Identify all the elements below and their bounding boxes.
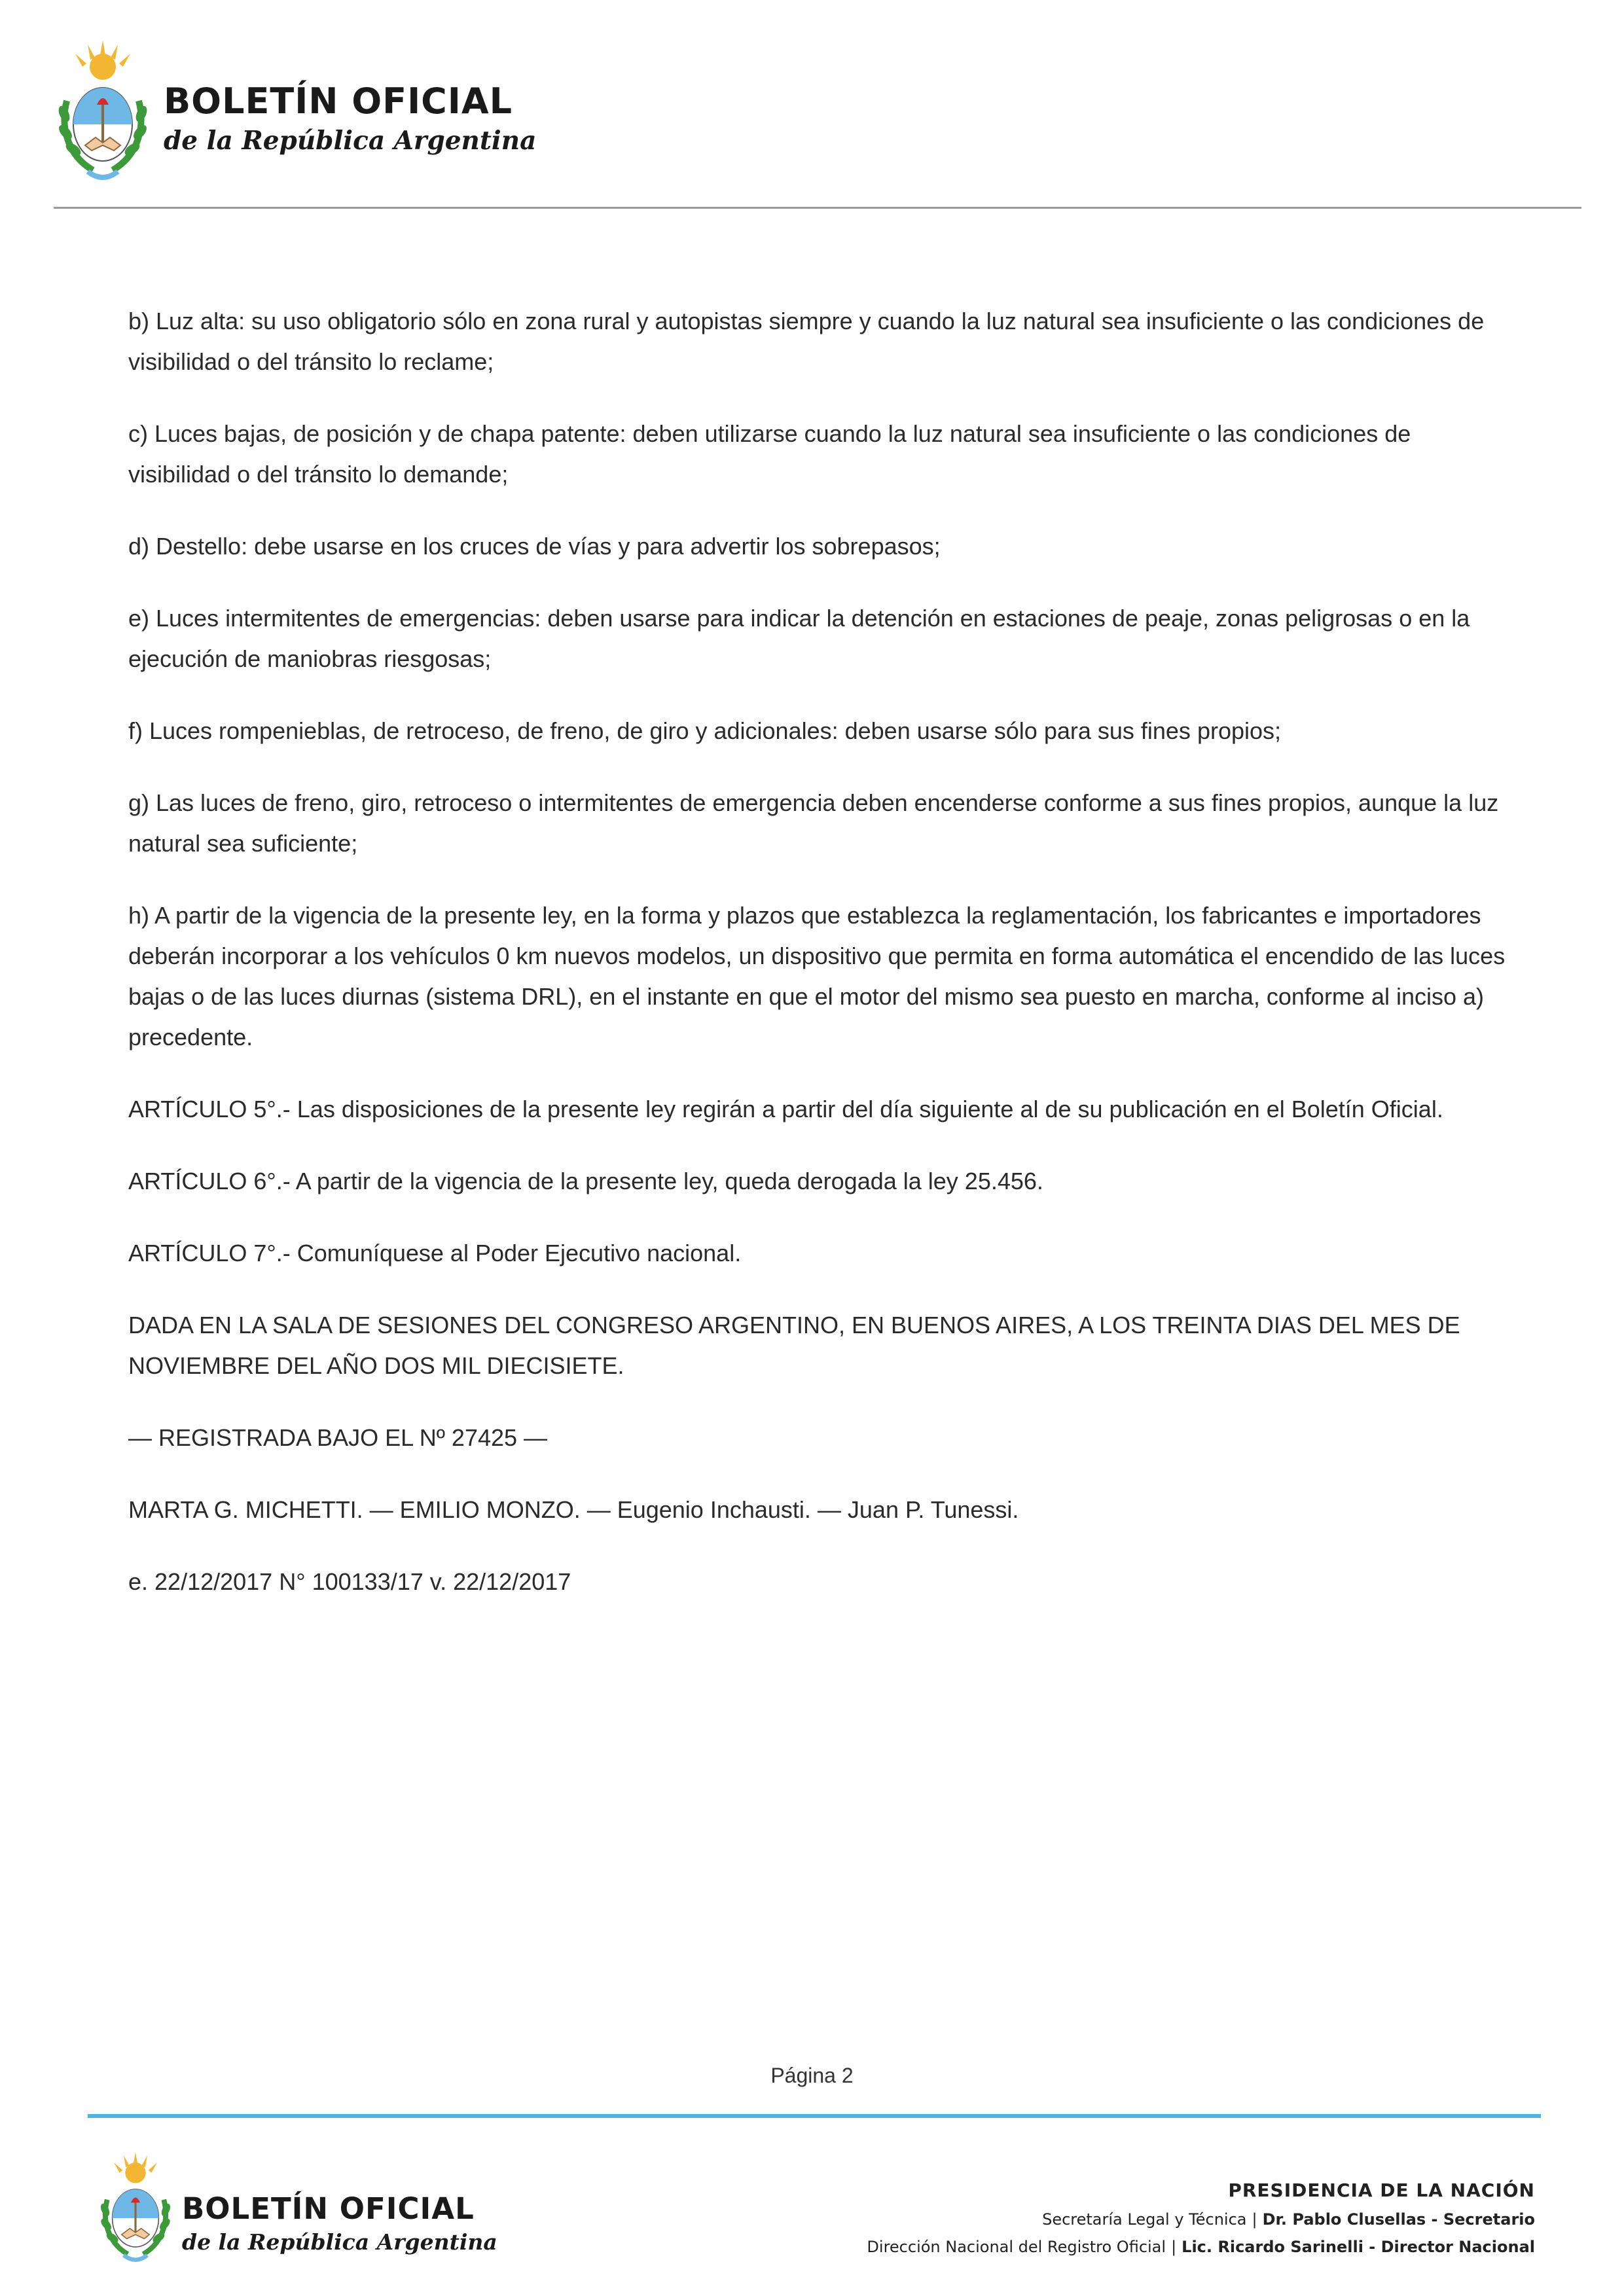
brand-block bbox=[164, 81, 537, 156]
secretariat-line bbox=[867, 2210, 1535, 2229]
footer-divider bbox=[88, 2114, 1541, 2118]
paragraph-d: d) Destello: debe usarse en los cruces de vías y para advertir los sobrepasos; bbox=[128, 533, 941, 560]
article-7: ARTÍCULO 7°.- Comuníquese al Poder Ejecutivo nacional. bbox=[128, 1240, 742, 1266]
header-divider bbox=[54, 207, 1581, 209]
paragraph-c: c) Luces bajas, de posición y de chapa patente: deben utilizarse cuando la luz natural sea insuficiente o las condiciones de visibilidad o del tránsito lo demande; bbox=[128, 420, 1411, 488]
enactment-clause: DADA EN LA SALA DE SESIONES DEL CONGRESO ARGENTINO, EN BUENOS AIRES, A LOS TREINTA DIAS DEL MES DE NOVIEMBRE DEL AÑO DOS MIL DIECISIETE. bbox=[128, 1312, 1460, 1379]
footer-brand-block bbox=[182, 2191, 497, 2255]
article-6: ARTÍCULO 6°.- A partir de la vigencia de la presente ley, queda derogada la ley 25.456. bbox=[128, 1168, 1043, 1194]
page-header bbox=[0, 0, 1624, 216]
page-number: Página 2 bbox=[770, 2064, 854, 2087]
brand-title: BOLETÍN OFICIAL bbox=[164, 81, 513, 122]
paragraph-f: f) Luces rompenieblas, de retroceso, de freno, de giro y adicionales: deben usarse sólo para sus fines propios; bbox=[128, 717, 1282, 744]
paragraph-h: h) A partir de la vigencia de la presente ley, en la forma y plazos que establezca la reglamentación, los fabricantes e importadores deberán incorporar a los vehículos 0 km nuevos modelos, un dispositivo que permita en forma automática el encendido de las luces bajas o de las luces diurnas (sistema DRL), en el instante en que el motor del mismo sea puesto en marcha, conforme al inciso a) precedente. bbox=[128, 902, 1506, 1050]
footer-credits bbox=[867, 2179, 1535, 2265]
signatories: MARTA G. MICHETTI. — EMILIO MONZO. — Eugenio Inchausti. — Juan P. Tunessi. bbox=[128, 1496, 1019, 1523]
brand-subtitle: de la República Argentina bbox=[164, 126, 537, 156]
argentina-coat-of-arms-icon bbox=[54, 41, 152, 193]
footer-brand-subtitle: de la República Argentina bbox=[182, 2229, 497, 2255]
secretary-name: Dr. Pablo Clusellas - Secretario bbox=[1262, 2210, 1535, 2229]
directorate-line bbox=[867, 2238, 1535, 2256]
publication-reference: e. 22/12/2017 N° 100133/17 v. 22/12/2017 bbox=[128, 1568, 571, 1595]
argentina-coat-of-arms-icon bbox=[97, 2152, 174, 2273]
paragraph-g: g) Las luces de freno, giro, retroceso o intermitentes de emergencia deben encenderse conforme a sus fines propios, aunque la luz natural sea suficiente; bbox=[128, 789, 1499, 857]
secretariat-name: Secretaría Legal y Técnica bbox=[1042, 2210, 1247, 2229]
footer-brand-title: BOLETÍN OFICIAL bbox=[182, 2191, 475, 2226]
separator: | bbox=[1252, 2210, 1257, 2229]
paragraph-e: e) Luces intermitentes de emergencias: deben usarse para indicar la detención en estaciones de peaje, zonas peligrosas o en la ejecución de maniobras riesgosas; bbox=[128, 605, 1470, 672]
presidency-label: PRESIDENCIA DE LA NACIÓN bbox=[1228, 2179, 1535, 2201]
article-5: ARTÍCULO 5°.- Las disposiciones de la presente ley regirán a partir del día siguiente al de su publicación en el Boletín Oficial. bbox=[128, 1096, 1443, 1122]
document-body bbox=[128, 301, 1509, 1634]
director-name: Lic. Ricardo Sarinelli - Director Nacional bbox=[1182, 2238, 1535, 2256]
registration-number: — REGISTRADA BAJO EL Nº 27425 — bbox=[128, 1424, 548, 1451]
directorate-name: Dirección Nacional del Registro Oficial bbox=[867, 2238, 1166, 2256]
separator: | bbox=[1171, 2238, 1177, 2256]
paragraph-b: b) Luz alta: su uso obligatorio sólo en zona rural y autopistas siempre y cuando la luz natural sea insuficiente o las condiciones de visibilidad o del tránsito lo reclame; bbox=[128, 308, 1485, 375]
